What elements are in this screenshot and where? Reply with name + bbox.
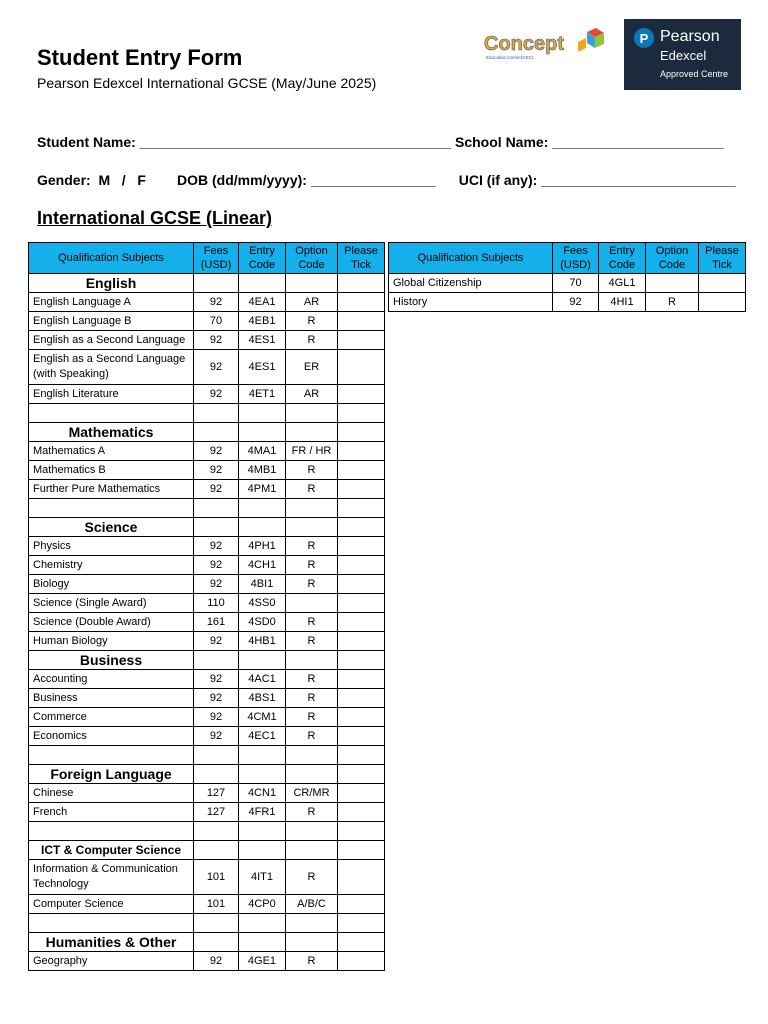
subject-name: Economics [29,727,194,746]
concept-logo [482,28,606,62]
fee-cell: 92 [194,480,239,499]
table-row [29,556,385,575]
category-label: Mathematics [29,423,194,442]
pearson-mark-icon: P [634,28,654,48]
concept-logo-word: Concept [484,33,564,55]
entry-code-cell: 4CM1 [239,708,286,727]
tick-cell[interactable] [338,594,385,613]
subject-name: Business [29,689,194,708]
empty-cell [286,404,338,423]
entry-code-cell: 4AC1 [239,670,286,689]
empty-cell [338,518,385,537]
fee-cell: 92 [194,708,239,727]
option-code-cell: R [286,670,338,689]
subject-name: Mathematics B [29,461,194,480]
fee-cell: 101 [194,895,239,914]
empty-cell [29,822,194,841]
table-row [389,274,746,293]
empty-cell [194,765,239,784]
category-row [29,651,385,670]
fee-cell: 92 [194,442,239,461]
page-subtitle: Pearson Edexcel International GCSE (May/June 2025) [37,75,377,91]
option-code-cell: R [286,537,338,556]
subject-name: English Language A [29,293,194,312]
empty-cell [194,499,239,518]
empty-cell [239,404,286,423]
fee-cell: 92 [194,385,239,404]
subject-name: Chinese [29,784,194,803]
entry-code-cell: 4MA1 [239,442,286,461]
entry-code-cell: 4SS0 [239,594,286,613]
tick-cell[interactable] [338,556,385,575]
empty-cell [239,746,286,765]
subject-name: Mathematics A [29,442,194,461]
option-code-cell: R [286,556,338,575]
subject-name: Physics [29,537,194,556]
subjects-table-left [28,242,385,971]
empty-cell [338,274,385,293]
col-header-option-code: Option Code [286,243,338,274]
empty-cell [29,404,194,423]
empty-cell [194,274,239,293]
tick-cell[interactable] [338,860,385,895]
option-code-cell: R [286,689,338,708]
gender-dob-uci-fields[interactable]: Gender: M / F DOB (dd/mm/yyyy): ________________ UCI (if any): _________________________ [37,172,736,188]
empty-cell [286,651,338,670]
entry-code-cell: 4IT1 [239,860,286,895]
category-label: ICT & Computer Science [29,841,194,860]
subject-name: Science (Double Award) [29,613,194,632]
col-header-entry-code: Entry Code [239,243,286,274]
fee-cell: 92 [194,537,239,556]
table-row [29,385,385,404]
col-header-option-code: Option Code [646,243,699,274]
option-code-cell: R [286,613,338,632]
category-label: Business [29,651,194,670]
empty-cell [239,841,286,860]
entry-code-cell: 4EA1 [239,293,286,312]
fee-cell: 127 [194,784,239,803]
subject-name: Further Pure Mathematics [29,480,194,499]
empty-cell [239,274,286,293]
subject-name: Computer Science [29,895,194,914]
table-row [29,689,385,708]
category-row [29,423,385,442]
tick-cell[interactable] [338,350,385,385]
subjects-table-right [388,242,746,312]
entry-code-cell: 4EB1 [239,312,286,331]
empty-cell [338,841,385,860]
empty-cell [286,822,338,841]
empty-cell [194,651,239,670]
table-row [29,613,385,632]
category-row [29,274,385,293]
student-school-fields[interactable]: Student Name: ________________________________________ School Name: ______________________ [37,134,724,150]
subject-name: Science (Single Award) [29,594,194,613]
fee-cell: 92 [194,632,239,651]
empty-cell [338,933,385,952]
empty-cell [286,423,338,442]
empty-cell [338,423,385,442]
fee-cell: 92 [553,293,599,312]
tick-cell[interactable] [338,575,385,594]
empty-cell [239,933,286,952]
subject-name: Information & Communication Technology [29,860,194,895]
entry-code-cell: 4MB1 [239,461,286,480]
option-code-cell [646,274,699,293]
spacer-row [29,914,385,933]
table-row [29,708,385,727]
tick-cell[interactable] [338,727,385,746]
table-row [29,293,385,312]
empty-cell [239,765,286,784]
empty-cell [239,651,286,670]
option-code-cell: AR [286,293,338,312]
spacer-row [29,404,385,423]
subject-name: Chemistry [29,556,194,575]
tick-cell[interactable] [338,784,385,803]
table-row [29,594,385,613]
option-code-cell: R [286,860,338,895]
entry-code-cell: 4PM1 [239,480,286,499]
entry-code-cell: 4EC1 [239,727,286,746]
subject-name: Human Biology [29,632,194,651]
table-row [29,331,385,350]
option-code-cell: R [286,331,338,350]
empty-cell [286,518,338,537]
fee-cell: 127 [194,803,239,822]
subject-name: History [389,293,553,312]
table-row [29,952,385,971]
subject-name: English Language B [29,312,194,331]
fee-cell: 110 [194,594,239,613]
empty-cell [286,765,338,784]
tick-cell[interactable] [338,480,385,499]
option-code-cell: FR / HR [286,442,338,461]
empty-cell [286,933,338,952]
option-code-cell: R [286,461,338,480]
subject-name: Commerce [29,708,194,727]
tick-cell[interactable] [338,537,385,556]
tick-cell[interactable] [338,331,385,350]
subject-name: Geography [29,952,194,971]
empty-cell [286,914,338,933]
empty-cell [239,499,286,518]
empty-cell [239,518,286,537]
empty-cell [239,423,286,442]
tick-cell[interactable] [338,312,385,331]
empty-cell [29,914,194,933]
category-row [29,933,385,952]
entry-code-cell: 4HB1 [239,632,286,651]
entry-code-cell: 4GL1 [599,274,646,293]
table-row [29,803,385,822]
pearson-edexcel: Edexcel [660,48,707,63]
option-code-cell: CR/MR [286,784,338,803]
subject-name: Biology [29,575,194,594]
option-code-cell: A/B/C [286,895,338,914]
pearson-edexcel-logo [624,19,741,90]
subject-name: Accounting [29,670,194,689]
tick-cell[interactable] [338,952,385,971]
col-header-fees: Fees (USD) [553,243,599,274]
concept-cube-icon [578,28,604,52]
entry-code-cell: 4PH1 [239,537,286,556]
table-row [29,727,385,746]
entry-code-cell: 4BI1 [239,575,286,594]
tick-cell[interactable] [699,293,746,312]
subject-name: English as a Second Language [29,331,194,350]
fee-cell: 92 [194,727,239,746]
tick-cell[interactable] [338,708,385,727]
option-code-cell: R [646,293,699,312]
option-code-cell: R [286,952,338,971]
page-title: Student Entry Form [37,45,243,70]
tick-cell[interactable] [338,895,385,914]
table-row [389,293,746,312]
empty-cell [194,841,239,860]
entry-code-cell: 4ES1 [239,350,286,385]
spacer-row [29,822,385,841]
table-row [29,312,385,331]
empty-cell [194,423,239,442]
empty-cell [338,822,385,841]
fee-cell: 92 [194,350,239,385]
empty-cell [338,914,385,933]
empty-cell [286,841,338,860]
table-row [29,350,385,385]
empty-cell [194,933,239,952]
entry-code-cell: 4CH1 [239,556,286,575]
col-header-subjects: Qualification Subjects [389,243,553,274]
option-code-cell: R [286,480,338,499]
empty-cell [194,746,239,765]
fee-cell: 101 [194,860,239,895]
fee-cell: 92 [194,331,239,350]
entry-code-cell: 4HI1 [599,293,646,312]
col-header-subjects: Qualification Subjects [29,243,194,274]
table-row [29,461,385,480]
category-row [29,841,385,860]
entry-code-cell: 4SD0 [239,613,286,632]
tick-cell[interactable] [338,613,385,632]
fee-cell: 70 [553,274,599,293]
option-code-cell [286,594,338,613]
tick-cell[interactable] [338,442,385,461]
table-row [29,860,385,895]
entry-code-cell: 4CN1 [239,784,286,803]
fee-cell: 92 [194,575,239,594]
tick-cell[interactable] [338,461,385,480]
fee-cell: 70 [194,312,239,331]
table-row [29,537,385,556]
empty-cell [338,765,385,784]
entry-code-cell: 4ES1 [239,331,286,350]
option-code-cell: AR [286,385,338,404]
option-code-cell: ER [286,350,338,385]
category-label: Foreign Language [29,765,194,784]
option-code-cell: R [286,727,338,746]
table-row [29,784,385,803]
empty-cell [194,914,239,933]
subject-name: English as a Second Language (with Speaking) [29,350,194,385]
tick-cell[interactable] [338,689,385,708]
category-row [29,518,385,537]
col-header-please-tick: Please Tick [338,243,385,274]
tick-cell[interactable] [338,385,385,404]
tick-cell[interactable] [699,274,746,293]
entry-code-cell: 4CP0 [239,895,286,914]
col-header-entry-code: Entry Code [599,243,646,274]
table-row [29,895,385,914]
empty-cell [286,274,338,293]
empty-cell [194,822,239,841]
pearson-approved: Approved Centre [660,69,729,79]
tick-cell[interactable] [338,670,385,689]
table-row [29,670,385,689]
fee-cell: 92 [194,670,239,689]
fee-cell: 92 [194,952,239,971]
subject-name: English Literature [29,385,194,404]
fee-cell: 92 [194,689,239,708]
tick-cell[interactable] [338,632,385,651]
entry-code-cell: 4FR1 [239,803,286,822]
spacer-row [29,499,385,518]
empty-cell [286,746,338,765]
concept-logo-tagline: Education Centre(CEC) [486,55,534,60]
empty-cell [286,499,338,518]
empty-cell [338,746,385,765]
empty-cell [338,651,385,670]
spacer-row [29,746,385,765]
category-label: Humanities & Other [29,933,194,952]
entry-code-cell: 4GE1 [239,952,286,971]
fee-cell: 161 [194,613,239,632]
option-code-cell: R [286,575,338,594]
subject-name: French [29,803,194,822]
option-code-cell: R [286,803,338,822]
table-row [29,575,385,594]
category-row [29,765,385,784]
entry-code-cell: 4ET1 [239,385,286,404]
tick-cell[interactable] [338,293,385,312]
empty-cell [239,914,286,933]
empty-cell [239,822,286,841]
entry-code-cell: 4BS1 [239,689,286,708]
col-header-fees: Fees (USD) [194,243,239,274]
pearson-name: Pearson [660,28,720,45]
subject-name: Global Citizenship [389,274,553,293]
tick-cell[interactable] [338,803,385,822]
option-code-cell: R [286,312,338,331]
empty-cell [338,499,385,518]
fee-cell: 92 [194,461,239,480]
section-heading: International GCSE (Linear) [37,208,273,228]
empty-cell [194,404,239,423]
table-row [29,480,385,499]
category-label: Science [29,518,194,537]
empty-cell [338,404,385,423]
empty-cell [29,746,194,765]
empty-cell [29,499,194,518]
table-row [29,632,385,651]
col-header-please-tick: Please Tick [699,243,746,274]
fee-cell: 92 [194,556,239,575]
empty-cell [194,518,239,537]
category-label: English [29,274,194,293]
option-code-cell: R [286,632,338,651]
option-code-cell: R [286,708,338,727]
table-row [29,442,385,461]
fee-cell: 92 [194,293,239,312]
